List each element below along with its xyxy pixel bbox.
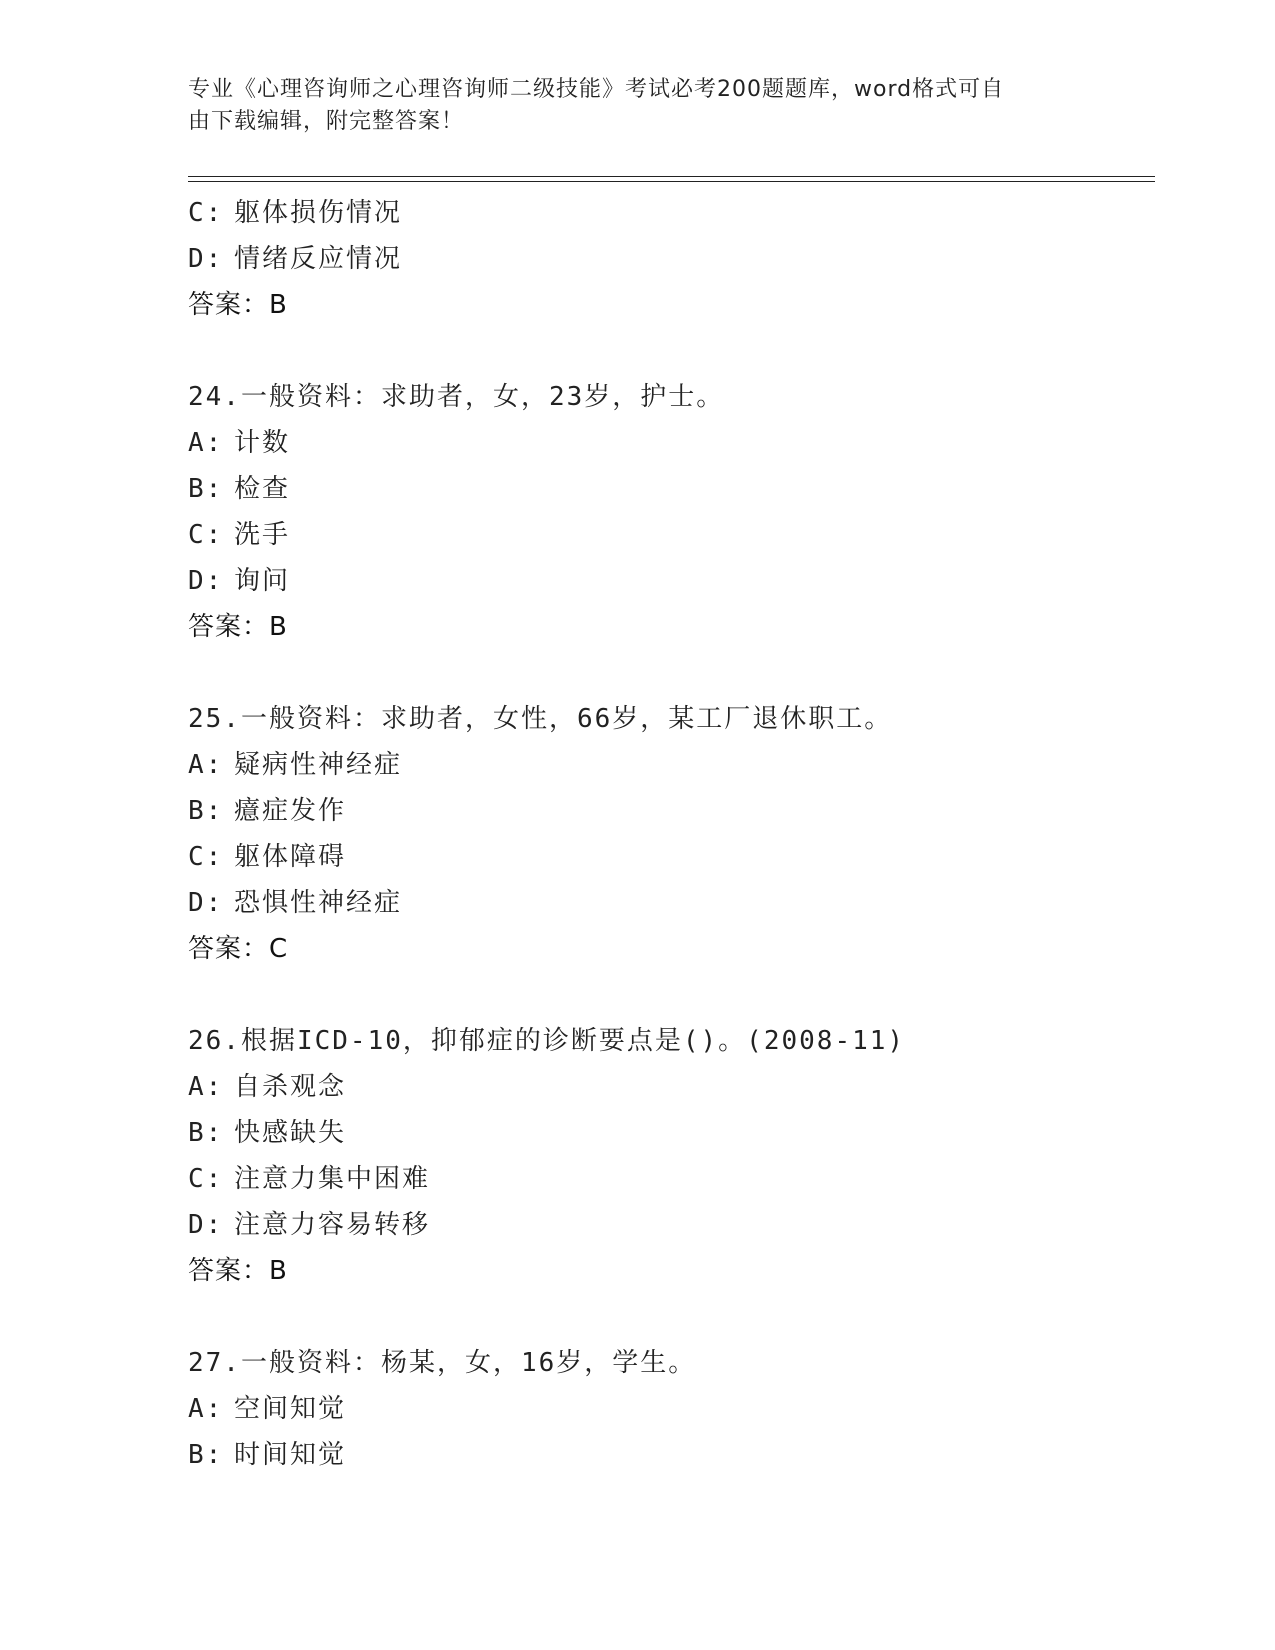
question-23 (188, 190, 1148, 328)
option-text: 时间知觉 (234, 1440, 347, 1470)
question-27 (188, 1340, 1148, 1478)
option-text: 自杀观念 (234, 1072, 347, 1102)
question-26 (188, 1018, 1148, 1294)
header-divider-bottom (188, 181, 1155, 182)
spacer (188, 328, 1148, 374)
question-24 (188, 374, 1148, 650)
option-c (188, 834, 1148, 880)
header-line-1: 专业《心理咨询师之心理咨询师二级技能》考试必考200题题库，word格式可自 (188, 77, 1005, 102)
option-c (188, 1156, 1148, 1202)
option-b (188, 466, 1148, 512)
option-label: C: (188, 1164, 224, 1194)
answer-line: 答案：B (188, 612, 288, 642)
option-c (188, 512, 1148, 558)
option-b (188, 1432, 1148, 1478)
option-text: 注意力容易转移 (234, 1210, 431, 1240)
option-label: A: (188, 1394, 224, 1424)
option-b (188, 1110, 1148, 1156)
option-label: D: (188, 566, 224, 596)
option-d (188, 236, 1148, 282)
answer-line: 答案：C (188, 934, 289, 964)
option-label: A: (188, 1072, 224, 1102)
option-label: C: (188, 198, 224, 228)
option-text: 快感缺失 (234, 1118, 347, 1148)
option-a (188, 1386, 1148, 1432)
option-text: 检查 (234, 474, 291, 504)
option-a (188, 420, 1148, 466)
document-header (188, 74, 1068, 138)
option-text: 计数 (234, 428, 291, 458)
option-a (188, 1064, 1148, 1110)
option-label: C: (188, 520, 224, 550)
option-label: B: (188, 474, 224, 504)
option-label: B: (188, 796, 224, 826)
option-d (188, 880, 1148, 926)
question-list (188, 190, 1148, 1478)
option-label: D: (188, 1210, 224, 1240)
question-stem: 26.根据ICD-10，抑郁症的诊断要点是()。(2008-11) (188, 1026, 906, 1056)
option-d (188, 1202, 1148, 1248)
spacer (188, 972, 1148, 1018)
header-line-2: 由下载编辑，附完整答案！ (188, 109, 465, 134)
option-text: 询问 (234, 566, 291, 596)
option-text: 洗手 (234, 520, 291, 550)
question-25 (188, 696, 1148, 972)
answer-line: 答案：B (188, 290, 288, 320)
answer-line: 答案：B (188, 1256, 288, 1286)
option-label: C: (188, 842, 224, 872)
spacer (188, 650, 1148, 696)
option-c (188, 190, 1148, 236)
option-label: D: (188, 888, 224, 918)
option-label: D: (188, 244, 224, 274)
option-text: 躯体障碍 (234, 842, 347, 872)
option-text: 恐惧性神经症 (234, 888, 403, 918)
option-text: 躯体损伤情况 (234, 198, 403, 228)
option-b (188, 788, 1148, 834)
option-label: A: (188, 750, 224, 780)
option-text: 癔症发作 (234, 796, 347, 826)
option-text: 情绪反应情况 (234, 244, 403, 274)
question-stem: 27.一般资料：杨某，女，16岁，学生。 (188, 1348, 697, 1378)
option-text: 注意力集中困难 (234, 1164, 431, 1194)
question-stem: 25.一般资料：求助者，女性，66岁，某工厂退休职工。 (188, 704, 893, 734)
option-d (188, 558, 1148, 604)
option-text: 空间知觉 (234, 1394, 347, 1424)
option-text: 疑病性神经症 (234, 750, 403, 780)
spacer (188, 1294, 1148, 1340)
option-label: B: (188, 1440, 224, 1470)
option-a (188, 742, 1148, 788)
option-label: B: (188, 1118, 224, 1148)
header-divider-top (188, 176, 1155, 177)
question-stem: 24.一般资料：求助者，女，23岁，护士。 (188, 382, 725, 412)
option-label: A: (188, 428, 224, 458)
